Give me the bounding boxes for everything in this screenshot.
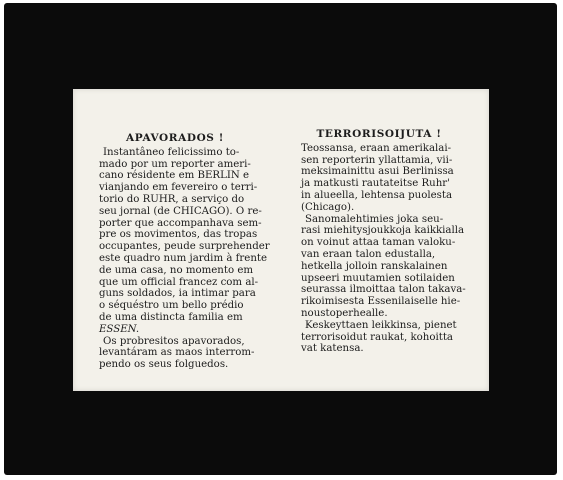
text-line: seu jornal (de CHICAGO). O re- [99,205,262,217]
text-line: pre os movimentos, das tropas [99,229,258,241]
text-line: porter que accompanhava sem- [99,217,262,229]
portuguese-article [99,132,270,371]
text-line: pendo os seus folguedos. [99,359,229,371]
text-line: ja matkusti rautateitse Ruhr' [301,178,450,190]
text-line: meksimainittu asui Berlinissa [301,166,454,178]
text-line: ESSEN. [99,323,140,335]
text-line: noustoperhealle. [301,307,388,319]
text-line: Keskeyttaen leikkinsa, pienet [305,319,457,331]
text-line: que um official francez com al- [99,276,259,288]
text-line: upseeri muutamien sotilaiden [301,272,455,284]
text-line: Os probresitos apavorados, [103,335,245,347]
text-line: in alueella, lehtensa puolesta [301,189,453,201]
text-line: cano résidente em BERLIN e [99,170,250,182]
text-line: sen reporterin yllattamia, vii- [301,154,453,166]
text-line: de uma distincta familia em [99,311,243,323]
text-line: terrorisoidut raukat, kohoitta [301,331,454,343]
text-line: mado por um reporter ameri- [99,158,251,170]
text-line: vianjando em fevereiro o terri- [99,182,258,194]
portuguese-body [99,146,270,371]
portuguese-title: APAVORADOS ! [126,132,224,144]
text-line: van eraan talon edustalla, [301,248,436,260]
text-line: (Chicago). [301,201,355,213]
printed-card [73,89,489,391]
text-line: levantáram as maos interrom- [99,347,255,359]
finnish-body [301,142,466,355]
text-line: Teossansa, eraan amerikalai- [301,142,452,154]
text-line: rasi miehitysjoukkoja kaikkialla [301,225,465,237]
text-line: de uma casa, no momento em [99,264,254,276]
text-line: hetkella jolloin ranskalainen [301,260,448,272]
text-line: vat katensa. [301,343,364,355]
text-line: Sanomalehtimies joka seu- [305,213,444,225]
text-line: guns soldados, ia intimar para [99,288,256,300]
text-line: este quadro num jardim à frente [99,252,268,264]
text-line: o séquéstro um bello prédio [99,300,244,312]
text-line: occupantes, peude surprehender [99,241,270,253]
text-line: Instantâneo felicissimo to- [103,146,240,158]
text-line: torio do RUHR, a serviço do [99,193,245,205]
finnish-article [301,128,466,355]
finnish-title: TERRORISOIJUTA ! [316,128,442,140]
text-line: seurassa ilmoittaa talon takava- [301,284,466,296]
text-line: on voinut attaa taman valoku- [301,237,456,249]
text-line: rikoimisesta Essenilaiselle hie- [301,296,461,308]
